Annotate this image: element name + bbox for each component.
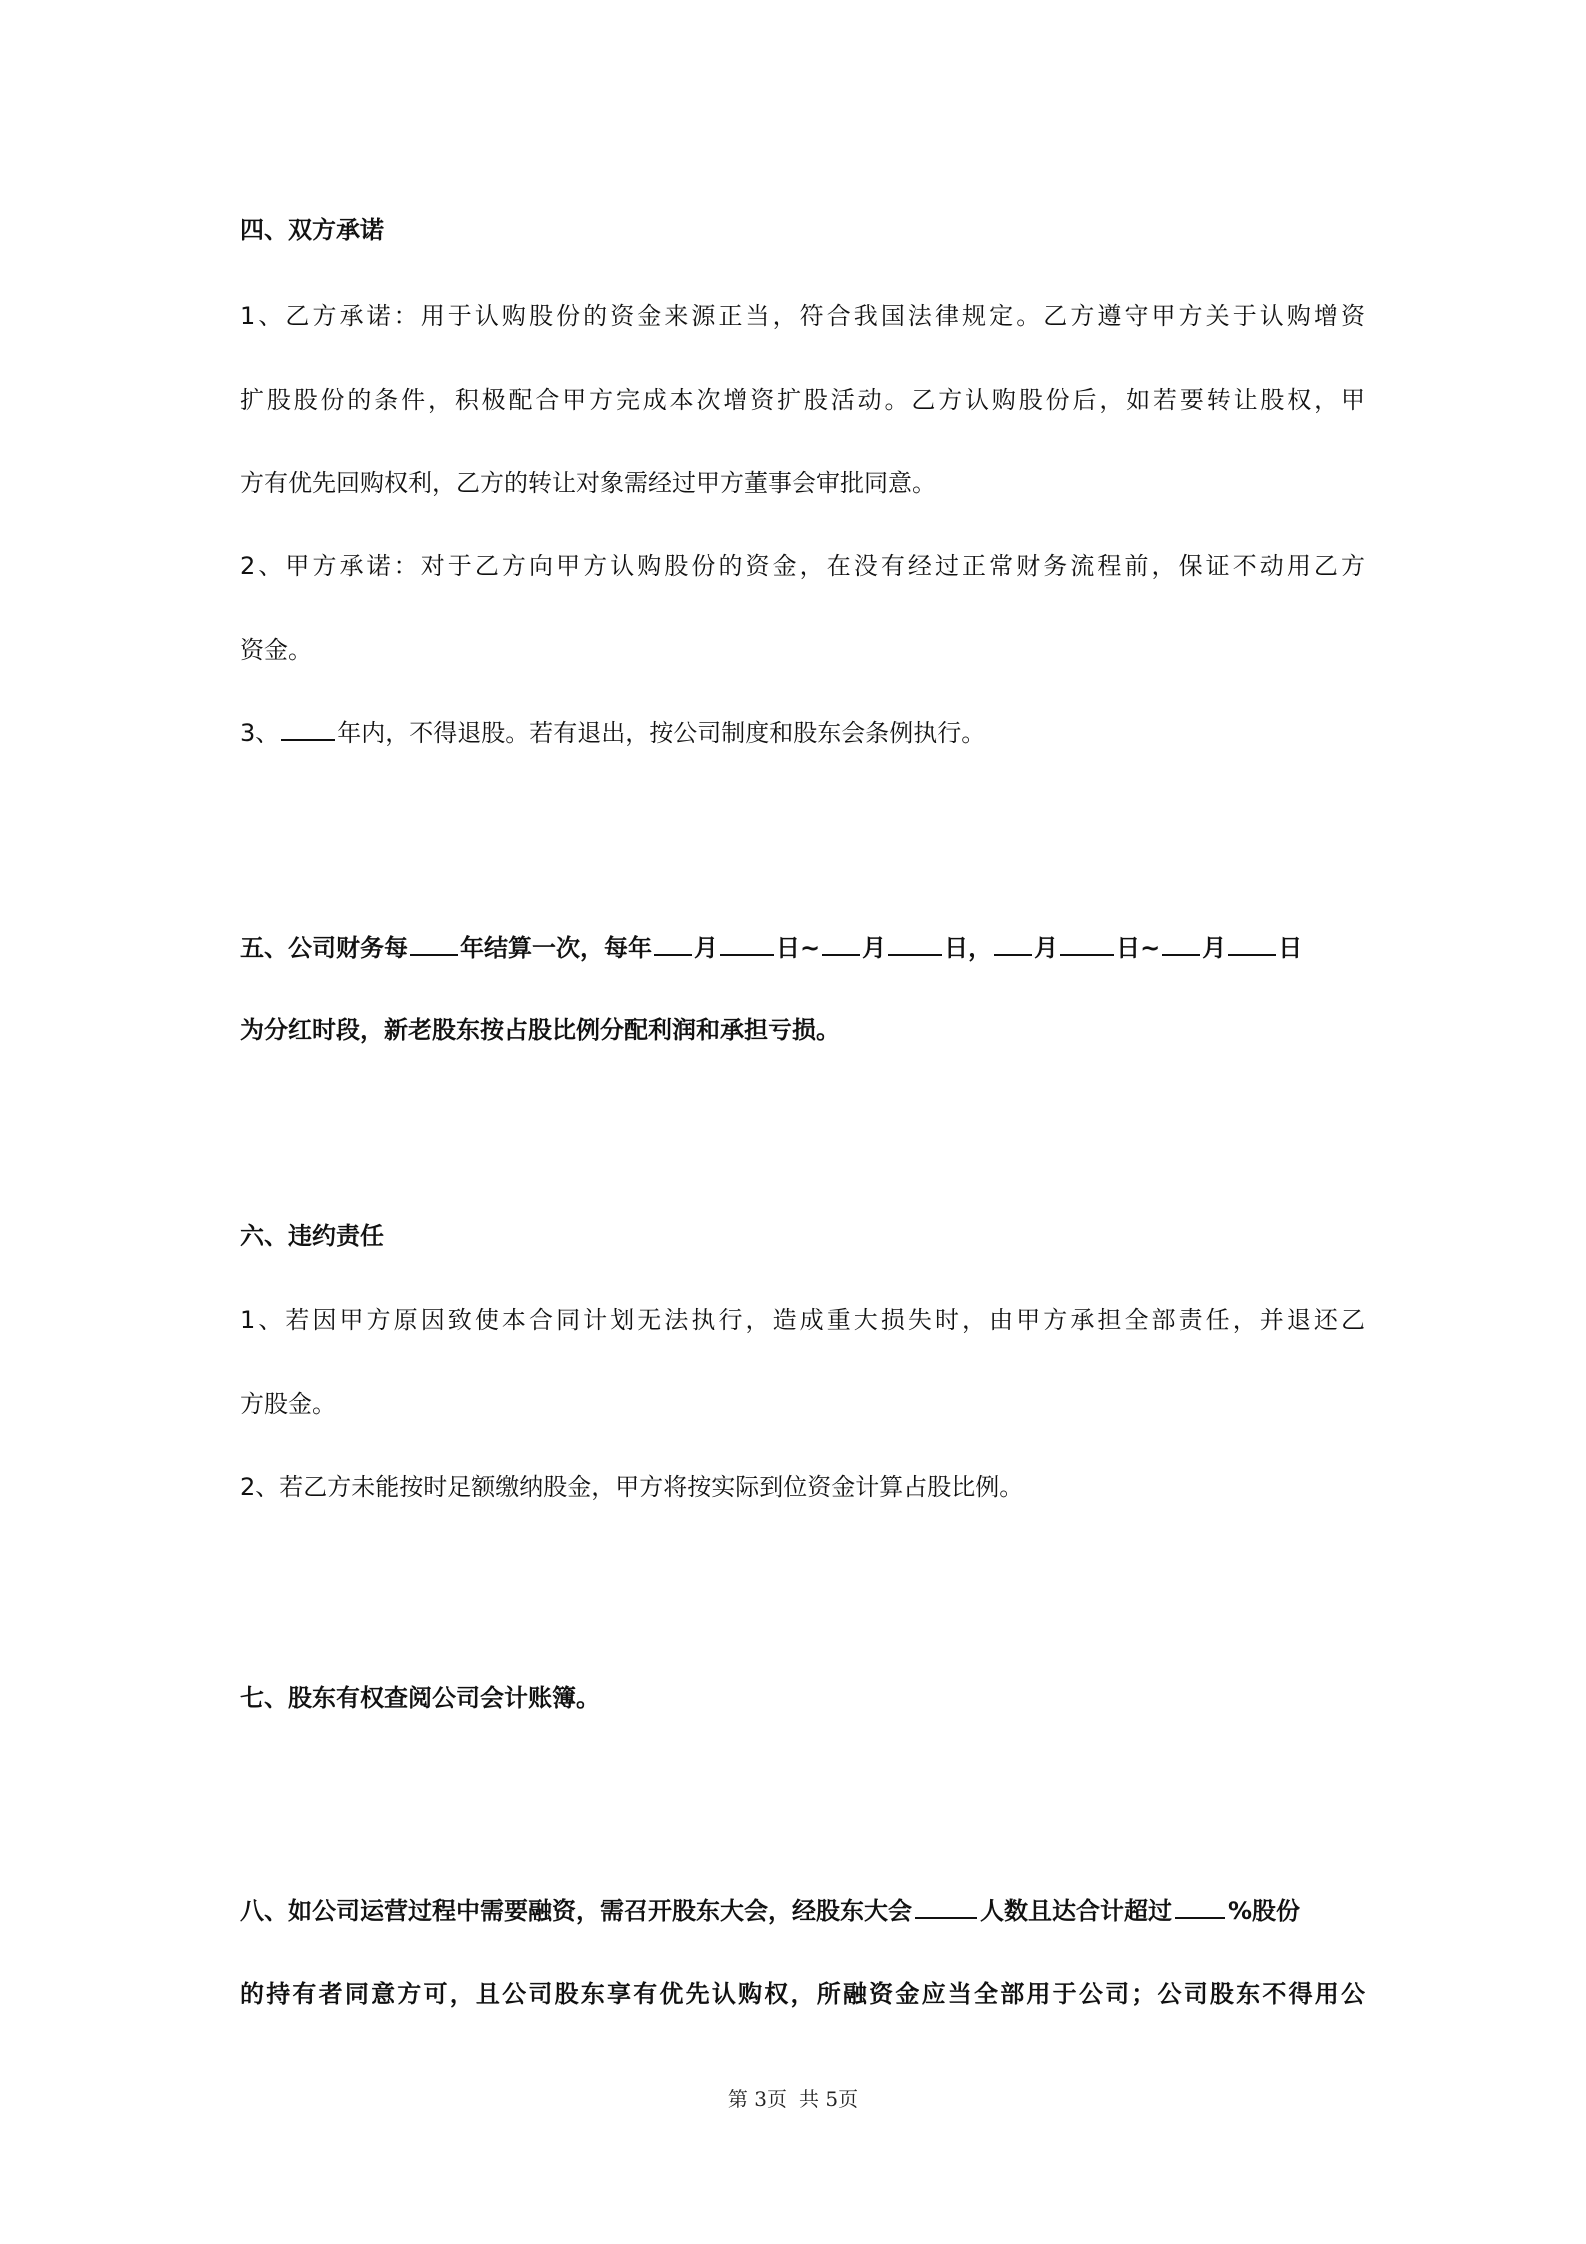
section-6-heading: 六、违约责任 xyxy=(240,1222,384,1250)
day-blank-1 xyxy=(720,930,774,956)
percent-blank xyxy=(1175,1893,1225,1919)
section-4-paragraph-2-line-2: 资金。 xyxy=(240,636,312,664)
month-blank-3 xyxy=(994,930,1032,956)
section-4-paragraph-3 xyxy=(240,715,1365,751)
s5-day-2: 日， xyxy=(944,934,993,962)
s5-day-1: 日~ xyxy=(776,934,821,962)
section-4-paragraph-1-line-3: 方有优先回购权利，乙方的转让对象需经过甲方董事会审批同意。 xyxy=(240,469,936,497)
s5-month-1: 月 xyxy=(694,934,718,962)
s8-text-c: %股份 xyxy=(1228,1897,1301,1925)
section-4-paragraph-1-line-1: 1、乙方承诺：用于认购股份的资金来源正当，符合我国法律规定。乙方遵守甲方关于认购增资 xyxy=(240,302,1365,330)
section-4-paragraph-1-line-2: 扩股股份的条件，积极配合甲方完成本次增资扩股活动。乙方认购股份后，如若要转让股权，甲 xyxy=(240,386,1365,414)
s8-text-a: 八、如公司运营过程中需要融资，需召开股东大会，经股东大会 xyxy=(240,1897,912,1925)
month-blank-2 xyxy=(822,930,860,956)
section-6-paragraph-2: 2、若乙方未能按时足额缴纳股金，甲方将按实际到位资金计算占股比例。 xyxy=(240,1473,1024,1501)
day-blank-3 xyxy=(1060,930,1114,956)
section-4-paragraph-2-line-1: 2、甲方承诺：对于乙方向甲方认购股份的资金，在没有经过正常财务流程前，保证不动用乙方 xyxy=(240,552,1365,580)
p3-suffix: 年内，不得退股。若有退出，按公司制度和股东会条例执行。 xyxy=(337,719,986,747)
s8-text-b: 人数且达合计超过 xyxy=(980,1897,1172,1925)
section-5-line-2: 为分红时段，新老股东按占股比例分配利润和承担亏损。 xyxy=(240,1016,840,1044)
page-number: 第 3页 xyxy=(727,2087,787,2111)
section-6-paragraph-1-line-1: 1、若因甲方原因致使本合同计划无法执行，造成重大损失时，由甲方承担全部责任，并退还乙 xyxy=(240,1306,1365,1334)
day-blank-4 xyxy=(1228,930,1276,956)
section-5-line-1 xyxy=(240,930,1365,966)
section-7-text: 七、股东有权查阅公司会计账簿。 xyxy=(240,1684,600,1712)
s5-month-2: 月 xyxy=(862,934,887,962)
total-pages: 共 5页 xyxy=(799,2087,859,2111)
s5-month-3: 月 xyxy=(1034,934,1059,962)
page-footer xyxy=(0,2084,1586,2114)
section-8-line-1 xyxy=(240,1893,1365,1929)
s5-day-4: 日 xyxy=(1278,934,1303,962)
headcount-blank xyxy=(915,1893,977,1919)
s5-day-3: 日~ xyxy=(1116,934,1161,962)
day-blank-2 xyxy=(888,930,942,956)
s5-month-4: 月 xyxy=(1202,934,1227,962)
month-blank-4 xyxy=(1162,930,1200,956)
s5-text-a: 五、公司财务每 xyxy=(240,934,408,962)
s5-text-b: 年结算一次，每年 xyxy=(460,934,652,962)
section-6-paragraph-1-line-2: 方股金。 xyxy=(240,1390,336,1418)
section-4-heading: 四、双方承诺 xyxy=(240,216,384,244)
years-blank xyxy=(281,715,335,741)
p3-prefix: 3、 xyxy=(240,719,280,747)
month-blank-1 xyxy=(654,930,692,956)
section-8-line-2: 的持有者同意方可，且公司股东享有优先认购权，所融资金应当全部用于公司；公司股东不得用公 xyxy=(240,1980,1365,2008)
settlement-years-blank xyxy=(410,930,458,956)
